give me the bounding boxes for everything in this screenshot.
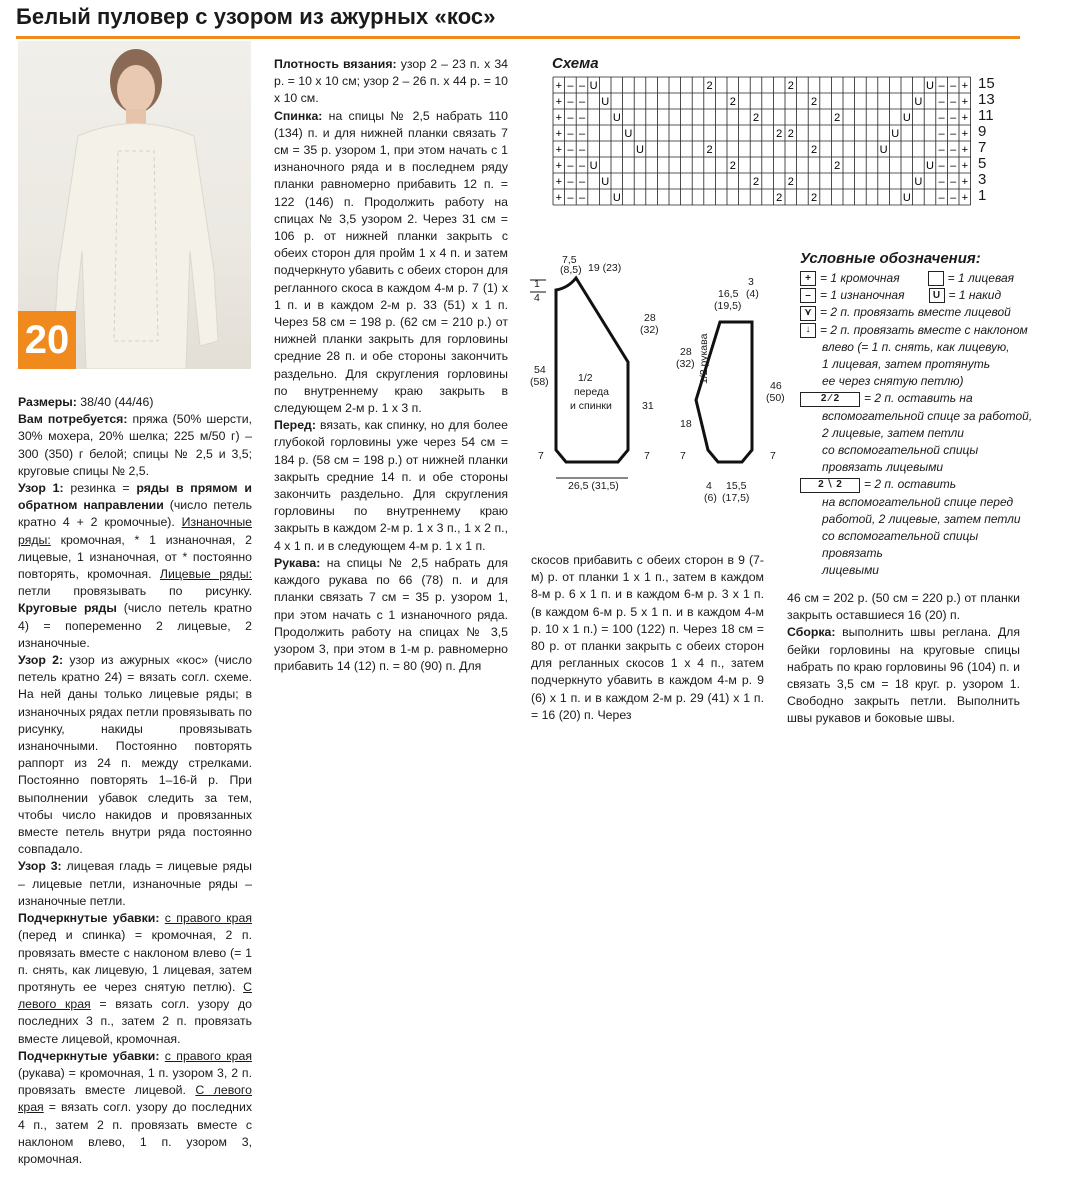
materials-text: пряжа (50% шерсти, 30% мохера, 20% шелка; 225 м/50 г) – 300 (350) г белой; спицы № 2,5 и 3,5; круговые спицы № 2,5. [18,412,252,478]
pattern1-text: резинка = [63,481,137,496]
dim-label: 46 [770,380,782,392]
chart-title: Схема [552,55,599,72]
chart-grid [552,76,972,206]
sizes-label: Размеры: [18,395,77,409]
chart-symbol: – [950,160,957,172]
legend-text: лицевыми [822,563,879,578]
chart-symbol: – [950,96,957,108]
piece-label: 1/2 [578,372,593,384]
cable-back-icon: 2 ⁄ 2 [800,392,860,407]
chart-symbol: – [950,128,957,140]
dim-label: 3 [748,276,754,288]
chart-symbol: U [914,176,923,188]
legend-text: со вспомогательной спицы провязать [822,529,979,561]
sleeve-label: Рукава: [274,555,321,570]
chart-symbol: + [961,112,969,124]
chart-symbol: U [926,80,934,92]
chart-symbol: U [612,192,621,204]
chart-symbol: 2 [752,176,760,188]
pattern-number-badge: 20 [18,311,76,369]
dim-label: (4) [746,288,759,300]
k2tog-icon: ⋎ [800,306,816,321]
front-label: Перед: [274,418,316,433]
decrease1-label: Подчеркнутые убавки: [18,911,160,926]
ssk-icon: ↓ [800,323,816,338]
garment-schematic [520,250,800,515]
legend-text: = 2 п. оставить на [864,391,973,406]
pattern1-wrong-rows: Изнаночные ряды: [18,515,252,547]
chart-symbol: 2 [787,176,794,188]
dim-label: 28 [680,346,692,358]
chart-symbol: + [555,96,563,108]
dim-label: 7 [770,450,776,462]
chart-symbol: + [555,160,563,172]
chart-symbol: U [891,128,900,140]
chart-symbol: U [612,112,621,124]
dim-label: (17,5) [722,492,750,504]
dim-label: 54 [534,364,546,376]
chart-symbol: – [578,160,586,172]
pattern1-bold: ряды в прямом и обратном направлении [18,481,252,513]
chart-symbol: 2 [810,144,818,156]
decrease1-text: (перед и спинка) = кромочная, 2 п. провязать вместе с наклоном влево (= 1 п. снять, как лицевую, 1 лицевая, затем протянуть ее через снятую петлю). [18,928,252,994]
chart-symbol: – [567,96,574,108]
decrease1-text2: = вязать согл. узору до последних 3 п., затем 2 п. провязать вместе лицевой, кромочная. [18,997,252,1046]
sleeve-text: на спицы № 2,5 набрать для каждого рукава по 66 (78) п. и для планки связать 7 см = 35 р. узором 1, при этом начать с 1 изнаночного ряда. Продолжить работу на спицах № 3,5 узором 3, при этом в 1-м р. равномерно прибавить 14 (12) п. = 80 (90) п. Для [274,555,508,674]
row-label: 15 [978,75,995,92]
chart-symbol: 2 [706,144,713,156]
chart-symbol: + [555,144,563,156]
title-rule [16,36,1020,39]
chart-symbol: 2 [834,160,841,172]
knit-stitch-icon [928,271,944,286]
row-label: 11 [978,107,994,124]
dim-label: 28 [644,312,656,324]
chart-symbol: 2 [834,112,841,124]
legend-text: = 2 п. оставить [864,477,957,492]
chart-symbol: – [938,160,945,172]
dim-label: 7 [538,450,544,462]
chart-symbol: – [938,176,945,188]
chart-symbol: U [902,112,911,124]
legend [800,270,1040,580]
chart-symbol: 2 [706,80,713,92]
decrease2-text: (рукава) = кромочная, 1 п. узором 3, 2 п. провязать вместе лицевой. [18,1065,252,1098]
legend-text: 2 лицевые, затем петли [822,425,964,440]
dim-label: (6) [704,492,717,504]
chart-symbol: – [938,96,945,108]
dim-label: 7 [680,450,686,462]
assembly-text: выполнить швы реглана. Для бейки горловины на круговые спицы набрать по краю горловины 96 (104) п. и связать 3,5 см = 18 круг. р. узором 1. Свободно закрыть петли. Выполнить швы рукавов и боковые швы. [787,625,1020,726]
sleeve-continued-text: скосов прибавить с обеих сторон в 9 (7-м) р. от планки 1 х 1 п., затем в каждом 8-м р. 6 х 1 п. и в каждом 6-м р. 3 х 1 п. (в каждом 6-м р. 5 х 1 п. и в каждом 4-м р. 10 х 1 п.) = 100 (122) п. Через 18 см = 80 р. от планки закрыть с обеих сторон для регланных скосов 1 х 4 п., затем подчеркнуто убавить в каждом 4-м р. 9 (6) х 1 п. и в каждом 2-м р. 29 (41) х 1 п. = 16 (20) п. Через [531,553,764,722]
legend-text: 1 лицевая, затем протянуть [822,357,991,372]
materials-label: Вам потребуется: [18,412,128,427]
sleeve-end-text: 46 см = 202 р. (50 см = 220 р.) от планки закрыть оставшиеся 16 (20) п. [787,591,1020,623]
front-text: вязать, как спинку, но для более глубокой горловины уже через 54 см = 184 р. (58 см = 198 р.) от нижней планки закрыть средние 14 п. и обе стороны закончить раздельно. Для скругления горловины по внутреннему краю закрыть в каждом 2-м р. 1 х 3 п., 1 х 2 п., 4 х 1 п. и в следующем 4-м р. 1 х 1 п. [274,418,508,553]
chart-symbol: 2 [787,128,794,140]
knitting-chart [552,76,972,211]
chart-symbol: – [938,128,945,140]
chart-symbol: 2 [752,112,760,124]
dim-label: (32) [676,358,695,370]
legend-text: работой, 2 лицевые, затем петли [822,511,1021,526]
back-text: на спицы № 2,5 набрать 110 (134) п. и для нижней планки связать 7 см = 35 р. узором 1, при этом начать с 1 изнаночного ряда и в последнем ряду планки равномерно прибавить 12 п. = 122 (146) п. Продолжить работу на спицах № 3,5 узором 2. Через 31 см = 106 р. от нижней планки закрыть с обеих сторон для пройм 1 х 4 п. и затем подчеркнуто убавить с обеих сторон для регланного скоса в каждом 4-м р. 7 (1) х 1 п. и в каждом 2-м р. 33 (51) х 1 п. Через 58 см = 198 р. (62 см = 210 р.) от нижней планки закрыть для горловины средние 28 п. и обе стороны закончить раздельно. Для скругления горловины по внутреннему краю закрыть в следующем 2-м р. 1 х 3 п. [274,108,508,416]
column-2 [274,56,508,675]
dim-label: (32) [640,324,659,336]
chart-symbol: – [950,192,957,204]
chart-symbol: – [567,176,574,188]
legend-title: Условные обозначения: [800,250,981,267]
pattern1-text4: петли провязывать по рисунку. [18,584,252,599]
legend-text: на вспомогательной спице перед [822,494,1014,509]
piece-label: переда [574,386,609,398]
pattern2-label: Узор 2: [18,653,64,668]
pattern1-right-rows: Лицевые ряды: [159,567,252,582]
chart-symbol: + [961,144,969,156]
dim-label: 16,5 [718,288,739,300]
chart-symbol: U [926,160,934,172]
dim-label: 31 [642,400,654,412]
dim-label: (50) [766,392,785,404]
chart-symbol: 2 [787,80,794,92]
chart-symbol: U [601,96,610,108]
chart-symbol: + [961,192,969,204]
legend-text: вспомогательной спице за работой, [822,408,1033,423]
legend-text: со вспомогательной спицы [822,443,979,458]
chart-symbol: – [938,112,945,124]
edge-stitch-icon: + [800,271,816,286]
legend-text: = 1 изнаночная [820,288,905,303]
chart-symbol: + [555,80,563,92]
legend-text: = 1 лицевая [947,271,1015,285]
dim-label: 1 [534,278,540,290]
chart-symbol: U [624,128,633,140]
decrease2-label: Подчеркнутые убавки: [18,1048,160,1063]
chart-symbol: – [578,96,586,108]
chart-symbol: U [879,144,888,156]
chart-symbol: 2 [776,128,783,140]
row-label: 7 [978,139,987,156]
sweater-photo [18,41,251,369]
dim-label: 26,5 (31,5) [568,480,619,492]
chart-symbol: – [938,80,945,92]
chart-symbol: – [578,112,586,124]
cable-front-icon: 2 ∖ 2 [800,478,860,493]
chart-symbol: + [961,96,969,108]
chart-symbol: – [567,192,574,204]
decrease1-left: С левого края [18,979,252,1012]
chart-symbol: – [578,176,586,188]
legend-text: влево (= 1 п. снять, как лицевую, [822,339,1010,354]
dim-label: 18 [680,418,692,430]
legend-text: ее через снятую петлю) [822,374,964,389]
pattern1-text5: (число петель кратно 4) = попеременно 2 лицевые, 2 изнаночные. [18,601,252,650]
column-4 [787,590,1020,728]
chart-symbol: + [961,80,969,92]
pattern3-text: лицевая гладь = лицевые ряды – лицевые петли, изнаночные ряды – изнаночные петли. [18,859,252,908]
purl-stitch-icon: – [800,288,816,303]
legend-text: = 2 п. провязать вместе с наклоном [820,322,1028,337]
back-label: Спинка: [274,108,323,123]
assembly-label: Сборка: [787,625,836,640]
column-1 [18,394,252,1168]
dim-label: 4 [706,480,712,492]
chart-symbol: 2 [729,96,736,108]
decrease1-right: с правого края [164,911,252,926]
pattern3-label: Узор 3: [18,859,62,874]
chart-symbol: – [567,80,574,92]
chart-symbol: + [961,128,969,140]
legend-text: = 2 п. провязать вместе лицевой [820,305,1011,320]
chart-symbol: – [950,144,957,156]
chart-symbol: 2 [810,192,818,204]
chart-symbol: – [567,112,574,124]
dim-label: (8,5) [560,264,582,276]
decrease2-text2: = вязать согл. узору до последних 4 п., затем 2 п. провязать вместе с наклоном влево, 1 п. узором 3, кромочная. [18,1100,252,1166]
chart-symbol: – [938,144,945,156]
gauge-text: узор 2 – 23 п. х 34 р. = 10 х 10 см; узор 2 – 26 п. х 44 р. = 10 х 10 см. [274,57,509,106]
decrease2-right: с правого края [164,1048,252,1063]
pattern1-round-rows: Круговые ряды [18,601,117,616]
row-label: 9 [978,123,987,140]
chart-symbol: U [902,192,911,204]
row-label: 3 [978,171,987,188]
dim-label: (19,5) [714,300,742,312]
dim-label: 19 (23) [588,262,622,274]
chart-symbol: – [938,192,945,204]
chart-symbol: – [578,128,586,140]
column-3 [531,552,764,724]
chart-symbol: – [950,112,957,124]
dim-label: 15,5 [726,480,747,492]
yarn-over-icon: U [929,288,945,303]
chart-symbol: + [555,112,563,124]
dim-label: 4 [534,292,540,304]
dim-label: 7 [644,450,650,462]
chart-symbol: – [578,144,586,156]
chart-symbol: U [636,144,644,156]
chart-symbol: – [950,80,957,92]
page-title: Белый пуловер с узором из ажурных «кос» [16,4,496,29]
legend-text: провязать лицевыми [822,460,944,475]
sizes-text: 38/40 (44/46) [76,395,154,409]
chart-symbol: – [567,144,574,156]
legend-text: = 1 накид [948,288,1002,303]
chart-symbol: U [914,96,923,108]
pattern2-text: узор из ажурных «кос» (число петель кратно 24) = вязать согл. схеме. На ней даны только лицевые ряды; в изнаночных рядах петли провязывать по рисунку, накиды провязывать изнаночными. Постоянно повторять раппорт из 24 п. между стрелками. Постоянно повторять 1–16-й р. При выполнении убавок следить за тем, чтобы число накидов и провязанных вместе петель внутри ряда постоянно совпадало. [18,653,253,857]
chart-symbol: U [601,176,610,188]
pattern1-text3: кромочная, * 1 изнаночная, 2 лицевые, 1 изнаночная, от * постоянно повторять, кромочная. [18,532,252,582]
decrease2-left: С левого края [18,1083,252,1115]
chart-symbol: – [578,192,586,204]
chart-symbol: + [555,176,563,188]
chart-symbol: 2 [776,192,783,204]
chart-symbol: + [555,192,563,204]
dim-label: (58) [530,376,549,388]
row-label: 13 [978,91,995,108]
pattern1-text2: (число петель кратно 4 + 2 кромочные). [18,498,252,530]
piece-label: и спинки [570,400,612,412]
row-label: 5 [978,155,987,172]
row-label: 1 [978,187,987,204]
chart-symbol: 2 [729,160,736,172]
chart-symbol: 2 [810,96,818,108]
chart-symbol: – [567,128,574,140]
chart-symbol: + [961,176,969,188]
chart-symbol: U [589,160,598,172]
chart-symbol: U [589,80,598,92]
gauge-label: Плотность вязания: [274,57,397,71]
chart-symbol: + [961,160,969,172]
dim-label: 7,5 [562,254,577,266]
piece-label: 1/2 рукава [698,333,710,384]
chart-symbol: + [555,128,563,140]
legend-text: = 1 кромочная [820,271,900,285]
chart-symbol: – [950,176,957,188]
chart-symbol: – [578,80,586,92]
chart-symbol: – [567,160,574,172]
pattern1-label: Узор 1: [18,481,64,496]
